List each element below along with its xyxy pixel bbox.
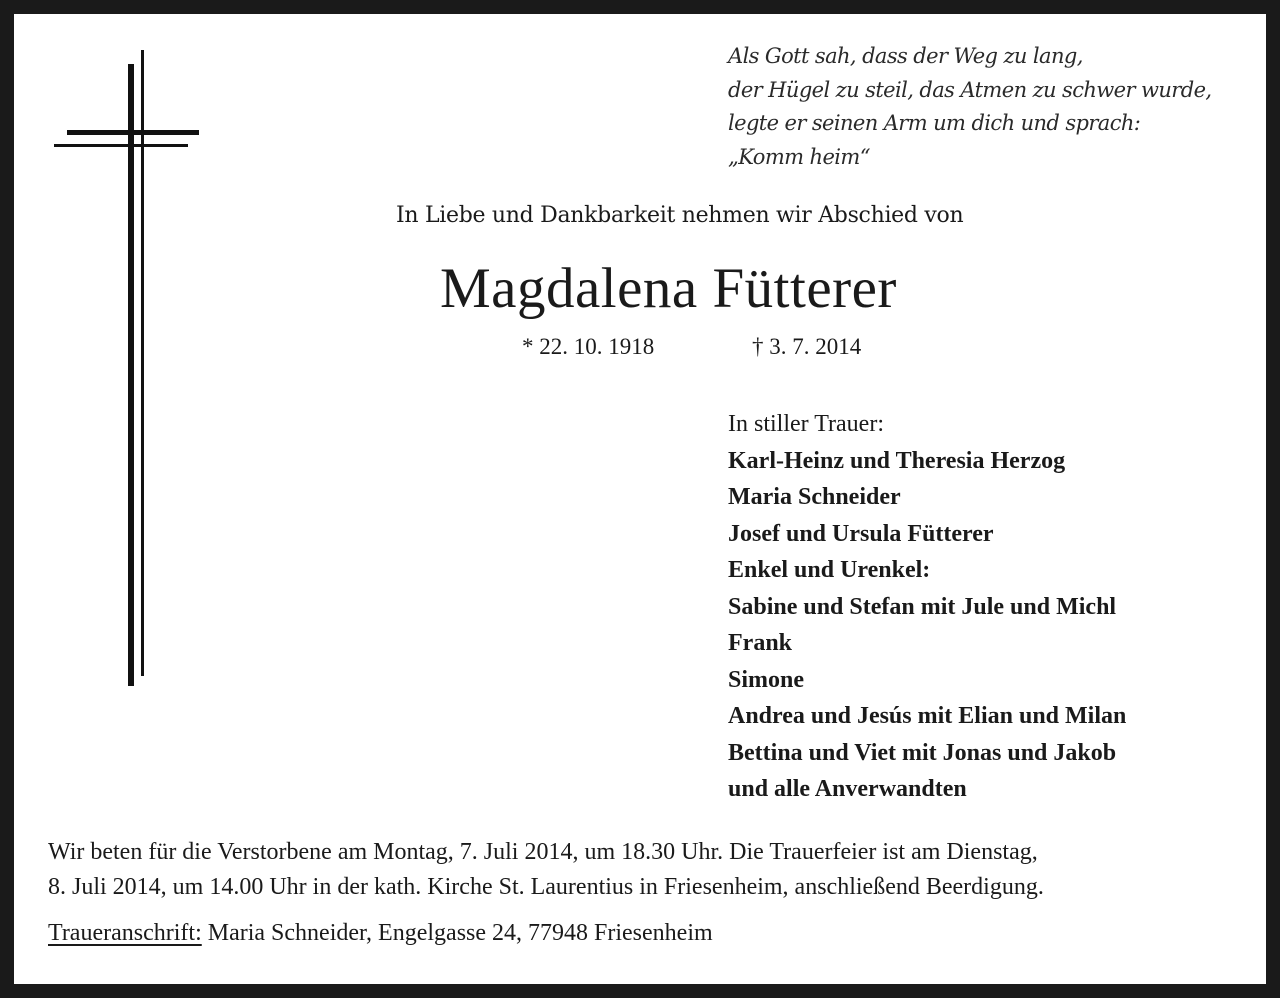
service-info (48, 835, 1044, 905)
mourner-entry: Sabine und Stefan mit Jule und Michl (728, 593, 1117, 620)
mourner-entry: Simone (728, 666, 805, 693)
mourner-entry: Josef und Ursula Fütterer (728, 520, 994, 547)
mourner-entry: Maria Schneider (728, 484, 901, 510)
poem-line: „Komm heim“ (728, 144, 870, 169)
mourner-entry: und alle Anverwandten (728, 776, 967, 802)
poem-line: legte er seinen Arm um dich und sprach: (728, 111, 1141, 135)
intro-text: In Liebe und Dankbarkeit nehmen wir Abschied von (396, 203, 964, 228)
death-date: † 3. 7. 2014 (752, 334, 862, 359)
poem-line: Als Gott sah, dass der Weg zu lang, (728, 44, 1083, 68)
address-value: Maria Schneider, Engelgasse 24, 77948 Friesenheim (207, 920, 713, 946)
birth-date: * 22. 10. 1918 (522, 334, 655, 359)
mourner-entry: Frank (728, 630, 793, 656)
deceased-name: Magdalena Fütterer (440, 257, 897, 320)
mourners-heading: In stiller Trauer: (728, 411, 884, 437)
address-label: Traueranschrift: (48, 920, 202, 946)
mourner-entry: Bettina und Viet mit Jonas und Jakob (728, 739, 1117, 766)
poem (728, 40, 1212, 174)
mourner-entry: Enkel und Urenkel: (728, 557, 931, 583)
mourners-list (728, 406, 1126, 808)
mourner-entry: Karl-Heinz und Theresia Herzog (728, 447, 1066, 474)
mourning-address (48, 916, 713, 951)
poem-line: der Hügel zu steil, das Atmen zu schwer wurde, (728, 77, 1212, 102)
service-line: 8. Juli 2014, um 14.00 Uhr in der kath. Kirche St. Laurentius in Friesenheim, anschließend Beerdigung. (48, 874, 1044, 900)
obituary-notice (14, 14, 1266, 984)
mourner-entry: Andrea und Jesús mit Elian und Milan (728, 703, 1127, 729)
service-line: Wir beten für die Verstorbene am Montag, 7. Juli 2014, um 18.30 Uhr. Die Trauerfeier ist am Dienstag, (48, 839, 1038, 865)
